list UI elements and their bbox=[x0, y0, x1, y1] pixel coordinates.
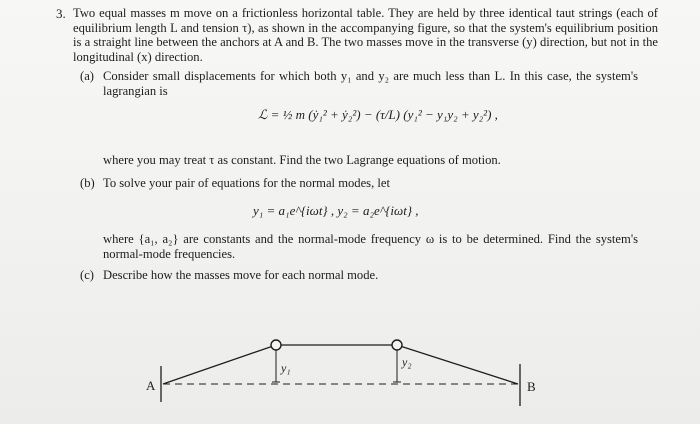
anchor-a-label: A bbox=[146, 378, 156, 393]
y2-label: y₂ bbox=[402, 355, 412, 369]
part-b-followup: where {a₁, a₂} are constants and the normal-mode frequency ω is to be determined. Find the system's normal-mode frequencies. bbox=[103, 232, 638, 261]
part-c-text: Describe how the masses move for each normal mode. bbox=[103, 268, 379, 282]
mass-1 bbox=[271, 340, 281, 350]
normal-mode-ansatz: y₁ = a₁e^{iωt} , y₂ = a₂e^{iωt} , bbox=[253, 203, 419, 218]
problem-number: 3. bbox=[56, 6, 66, 21]
mass-2 bbox=[392, 340, 402, 350]
part-c-label: (c) bbox=[80, 268, 94, 282]
taut-strings bbox=[163, 345, 518, 384]
anchor-b-label: B bbox=[527, 379, 536, 394]
part-a-followup: where you may treat τ as constant. Find the two Lagrange equations of motion. bbox=[103, 153, 501, 167]
lagrangian-equation: ℒ = ½ m (ẏ₁² + ẏ₂²) − (τ/L) (y₁² − y₁y₂ + y₂²) , bbox=[258, 107, 498, 122]
problem-intro: Two equal masses m move on a frictionless horizontal table. They are held by three identical taut strings (each of equilibrium length L and tension τ), as shown in the accompanying figure, so that the system's equilibrium position is a straight line between the anchors at A and B. The two masses move in the transverse (y) direction, but not in the longitudinal (x) direction. bbox=[73, 6, 658, 64]
part-b-text: To solve your pair of equations for the normal modes, let bbox=[103, 176, 390, 190]
part-a-text: Consider small displacements for which both y₁ and y₂ are much less than L. In this case, the system's lagrangian is bbox=[103, 69, 638, 98]
part-a-label: (a) bbox=[80, 69, 94, 83]
y1-label: y₁ bbox=[281, 361, 291, 375]
part-b-label: (b) bbox=[80, 176, 95, 190]
